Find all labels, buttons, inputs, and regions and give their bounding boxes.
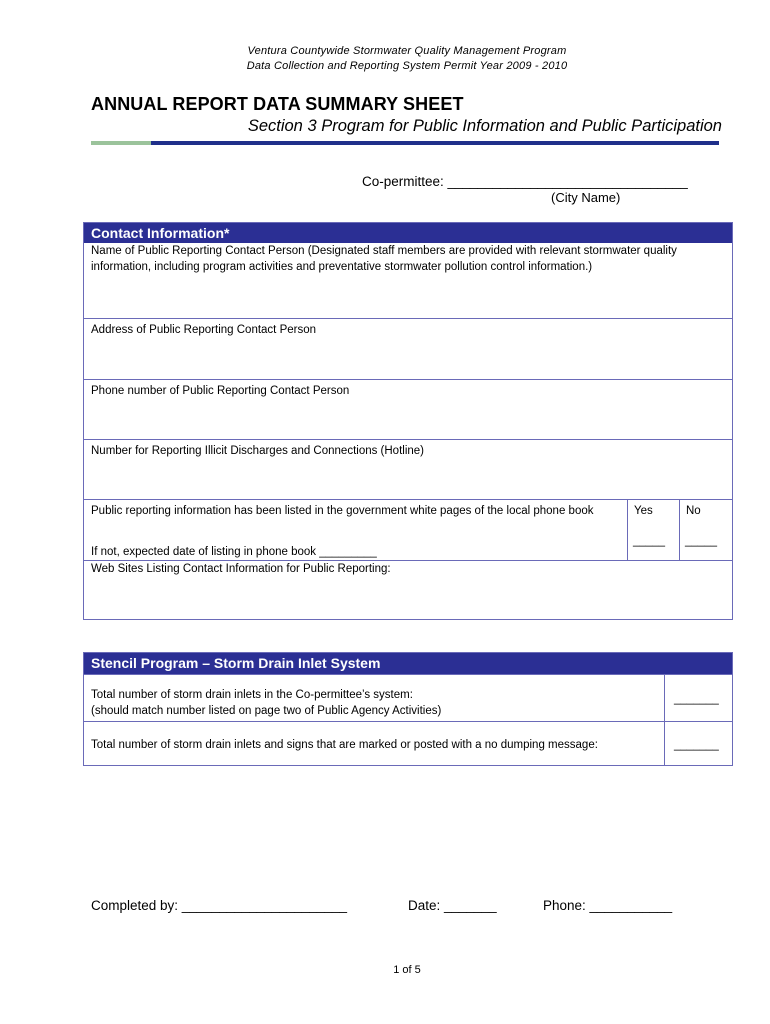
stencil-program-heading: Stencil Program – Storm Drain Inlet System [84,653,732,674]
city-name-caption: (City Name) [551,190,621,205]
expected-listing-date-field[interactable]: If not, expected date of listing in phone book _________ [91,546,377,558]
hotline-number-label: Number for Reporting Illicit Discharges and Connections (Hotline) [91,445,425,457]
storm-drain-inlets-note: (should match number listed on page two of Public Agency Activities) [91,705,442,717]
storm-drain-inlets-blank[interactable]: _______ [674,693,719,705]
contact-information-heading: Contact Information* [84,223,732,243]
stencil-program-table [83,652,733,766]
copermittee-field[interactable]: Co-permittee: ________________________________ [362,174,688,189]
marked-inlets-blank[interactable]: _______ [674,739,719,751]
storm-drain-inlets-label: Total number of storm drain inlets in the Co-permittee’s system: [91,689,413,701]
program-header-line1: Ventura Countywide Stormwater Quality Management Program [247,45,567,57]
contact-person-name-field[interactable] [84,243,732,318]
page-title: ANNUAL REPORT DATA SUMMARY SHEET [91,94,464,114]
hotline-number-field[interactable] [84,439,732,499]
storm-drain-inlets-row [84,674,732,721]
phone-field[interactable]: Phone: ___________ [543,898,673,913]
page-number: 1 of 5 [393,964,421,976]
contact-phone-label: Phone number of Public Reporting Contact Person [91,385,350,397]
date-field[interactable]: Date: _______ [408,898,497,913]
contact-address-label: Address of Public Reporting Contact Person [91,324,317,336]
white-pages-label: Public reporting information has been listed in the government white pages of the local phone book [91,505,594,517]
contact-person-name-label: Name of Public Reporting Contact Person (Designated staff members are provided with relevant stormwater quality information, including program activities and preventative stormwater pollution control information.) [91,245,677,273]
contact-information-table [83,222,733,620]
title-rule-green [91,141,151,145]
yes-blank[interactable]: _____ [633,535,665,547]
contact-phone-field[interactable] [84,379,732,439]
program-header-line2: Data Collection and Reporting System Permit Year 2009 - 2010 [246,60,568,72]
marked-inlets-label: Total number of storm drain inlets and signs that are marked or posted with a no dumping message: [91,739,598,751]
page-subtitle: Section 3 Program for Public Information and Public Participation [247,117,722,135]
contact-address-field[interactable] [84,318,732,379]
no-label: No [686,505,701,517]
web-sites-label: Web Sites Listing Contact Information for Public Reporting: [91,563,391,575]
no-blank[interactable]: _____ [685,535,717,547]
white-pages-row [84,499,732,560]
web-sites-field[interactable] [84,560,732,620]
title-rule-blue [151,141,719,145]
marked-inlets-row [84,721,732,766]
completed-by-field[interactable]: Completed by: ______________________ [91,898,347,913]
yes-label: Yes [634,505,653,517]
